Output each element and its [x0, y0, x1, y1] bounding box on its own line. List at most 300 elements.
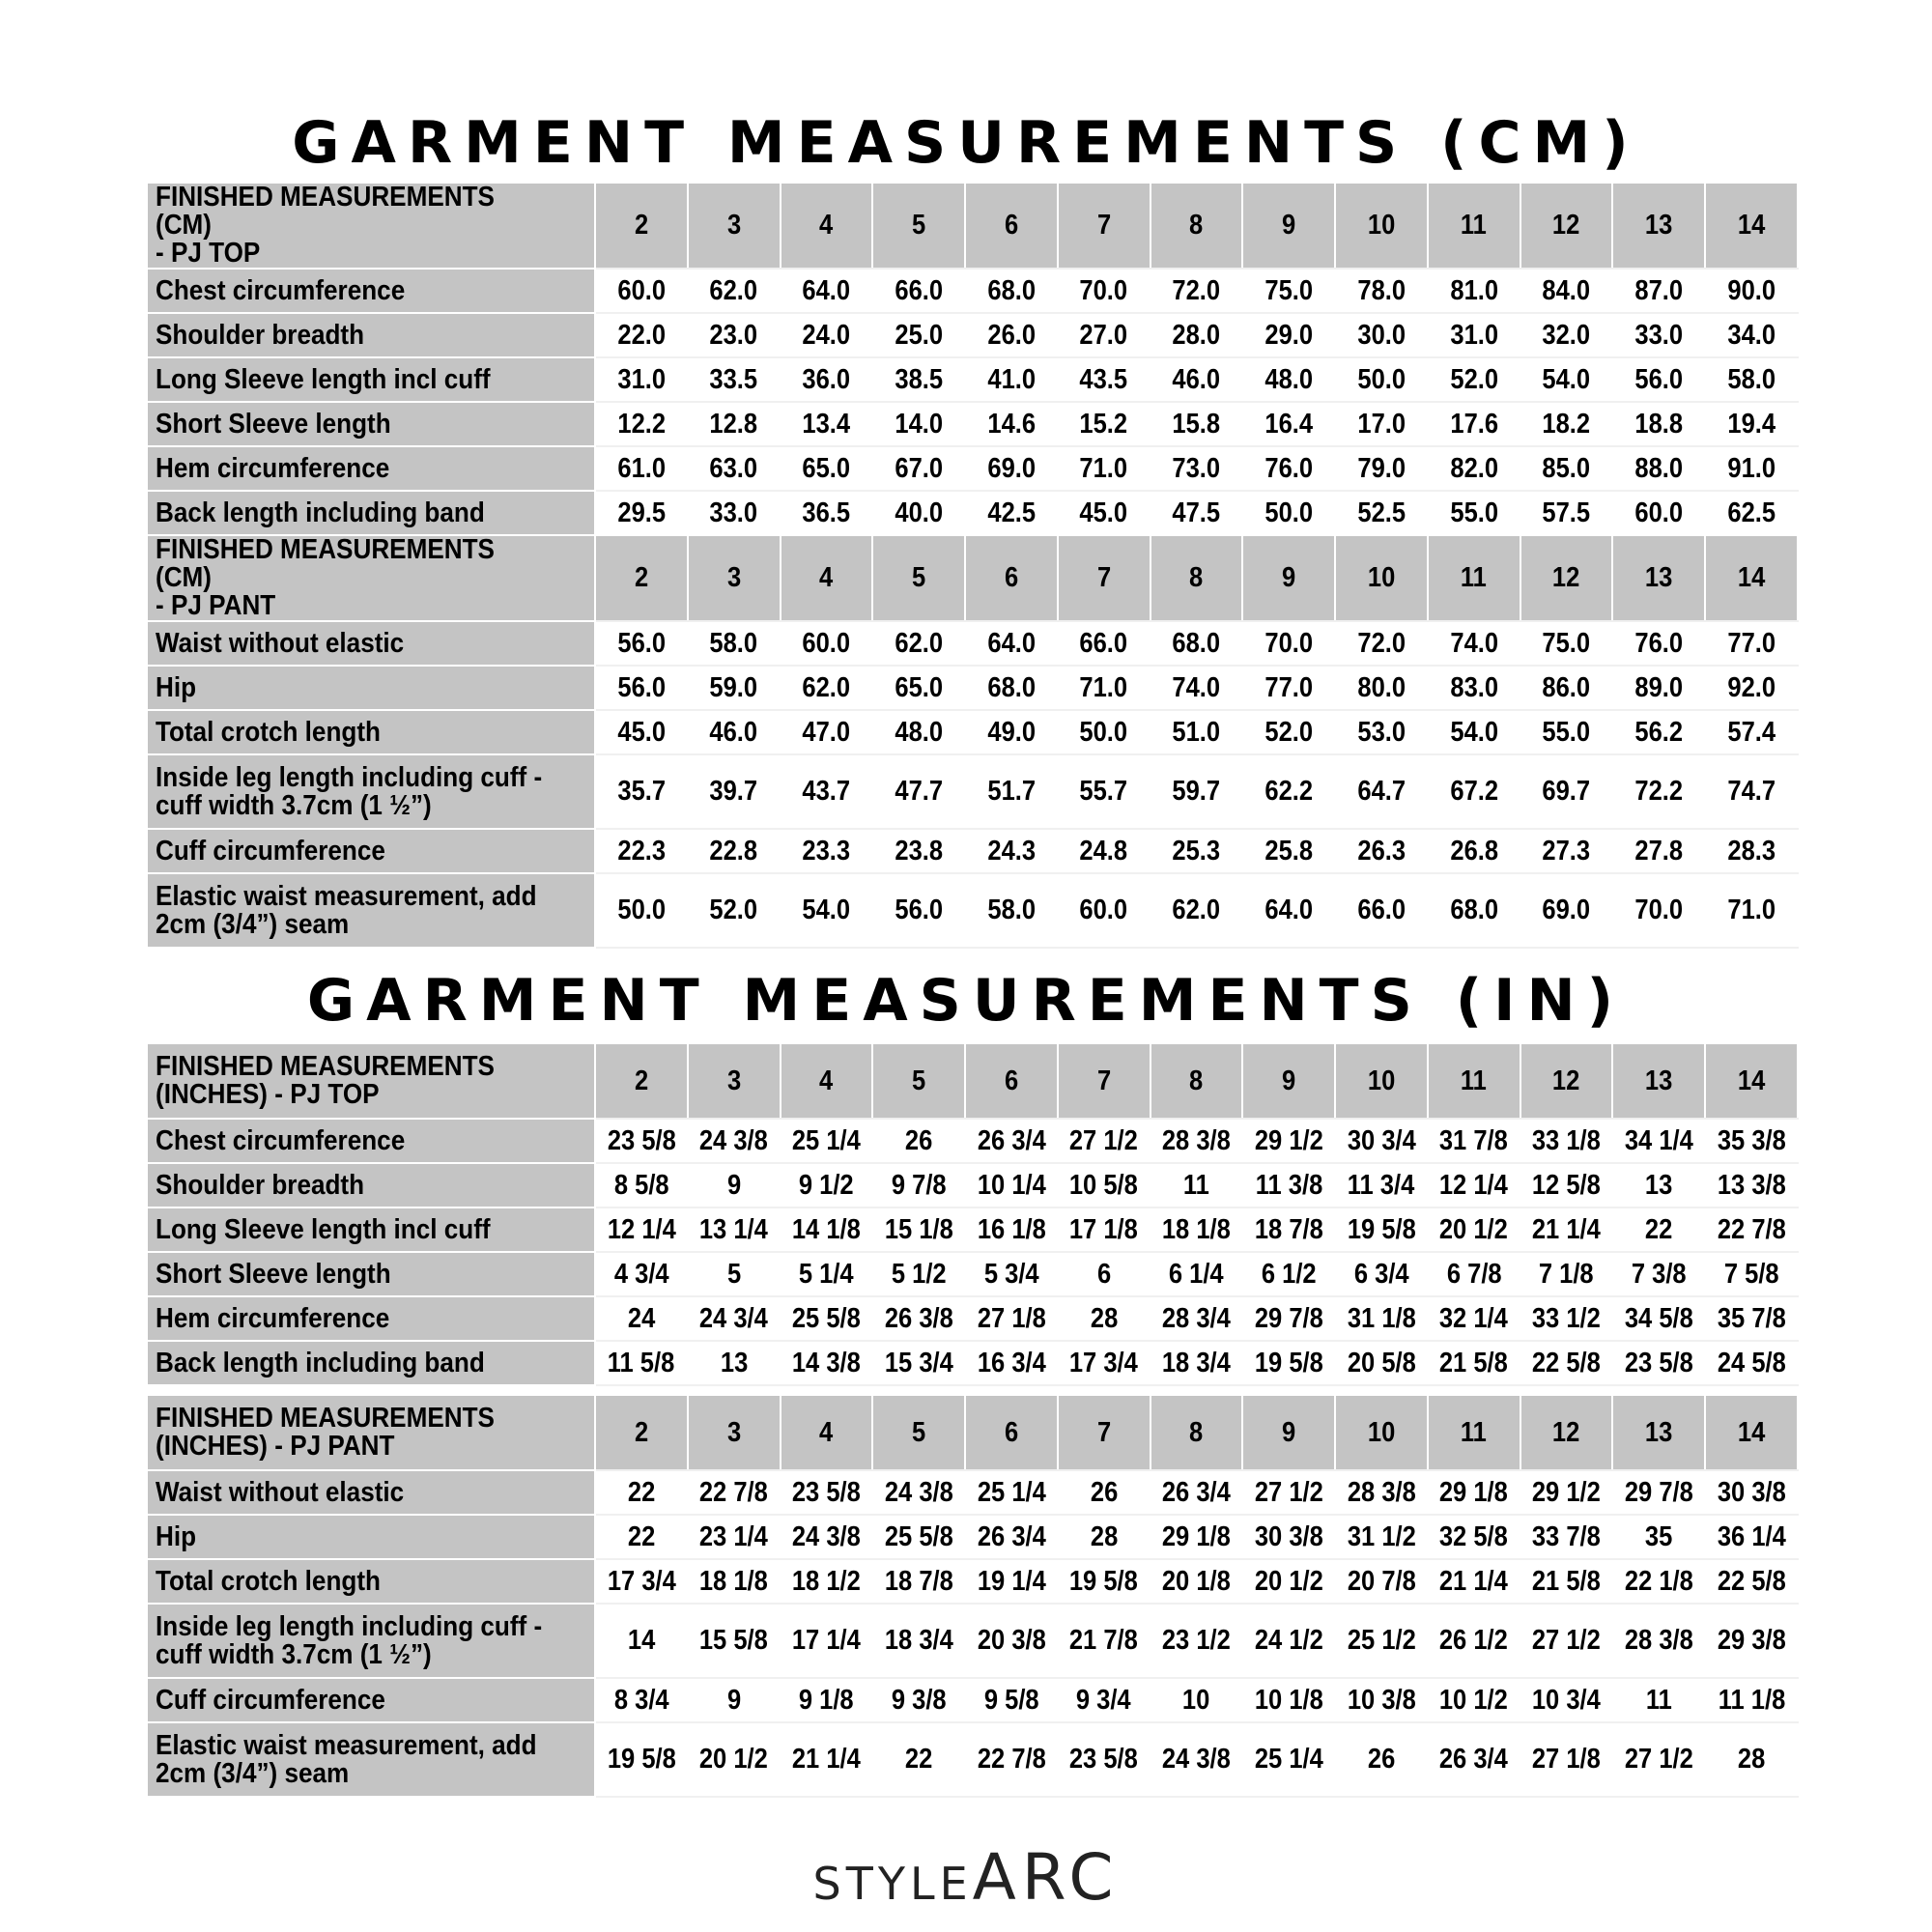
size-header-text: 12 — [1552, 562, 1580, 593]
value-text: 23.0 — [709, 319, 758, 351]
value-cell — [1520, 1119, 1613, 1163]
value-text: 36.0 — [802, 363, 851, 395]
value-text: 27 1/2 — [1532, 1625, 1602, 1656]
value-text: 26 3/4 — [1161, 1476, 1231, 1508]
value-text: 28.3 — [1727, 835, 1776, 867]
row-label — [147, 1252, 595, 1296]
value-cell — [1058, 1678, 1151, 1722]
value-cell — [1520, 1252, 1613, 1296]
size-header-cell — [688, 1395, 781, 1470]
value-text: 9 — [726, 1684, 741, 1716]
value-cell — [965, 1119, 1058, 1163]
value-cell — [1151, 402, 1243, 446]
value-cell — [872, 829, 965, 873]
value-text: 31 7/8 — [1439, 1124, 1509, 1156]
value-text: 46.0 — [1172, 363, 1221, 395]
value-text: 54.0 — [1542, 363, 1591, 395]
value-cell — [1242, 1208, 1335, 1252]
value-cell — [1520, 1296, 1613, 1341]
value-text: 29 7/8 — [1624, 1476, 1693, 1508]
value-cell — [872, 710, 965, 754]
value-text: 26 3/4 — [1439, 1744, 1509, 1775]
value-text: 39.7 — [709, 776, 758, 807]
value-text: 25 1/4 — [1254, 1744, 1323, 1775]
table-row — [147, 873, 1798, 948]
value-cell — [872, 1678, 965, 1722]
value-cell — [688, 402, 781, 446]
value-text: 89.0 — [1634, 671, 1684, 703]
value-text: 25.0 — [895, 319, 944, 351]
value-cell — [1612, 1296, 1705, 1341]
value-text: 34 5/8 — [1624, 1302, 1693, 1334]
value-text: 36.5 — [802, 497, 851, 528]
value-cell — [1151, 754, 1243, 829]
value-cell — [965, 1296, 1058, 1341]
value-cell — [1242, 402, 1335, 446]
size-header-text: 7 — [1096, 210, 1111, 241]
value-cell — [595, 402, 688, 446]
value-text: 70.0 — [1079, 274, 1128, 306]
value-text: 25 5/8 — [884, 1520, 953, 1552]
logo-arc-text: ARC — [972, 1840, 1120, 1915]
value-text: 51.0 — [1172, 716, 1221, 748]
header-label — [147, 1395, 595, 1470]
value-text: 8 3/4 — [613, 1684, 669, 1716]
value-cell — [1151, 666, 1243, 710]
value-cell — [1242, 446, 1335, 491]
value-text: 46.0 — [709, 716, 758, 748]
value-cell — [1151, 1341, 1243, 1385]
value-cell — [965, 446, 1058, 491]
value-cell — [1428, 446, 1520, 491]
value-text: 50.0 — [1079, 716, 1128, 748]
value-text: 17.0 — [1357, 408, 1406, 440]
value-cell — [1151, 710, 1243, 754]
value-cell — [781, 1208, 873, 1252]
value-cell — [1335, 269, 1428, 313]
value-text: 19.4 — [1727, 408, 1776, 440]
value-text: 11 1/8 — [1718, 1684, 1785, 1716]
row-label-line: Shoulder breadth — [156, 319, 365, 351]
size-header-text: 9 — [1282, 1065, 1296, 1096]
value-cell — [1428, 1252, 1520, 1296]
value-cell — [1612, 1252, 1705, 1296]
value-text: 26 1/2 — [1439, 1625, 1509, 1656]
row-label — [147, 1470, 595, 1515]
size-header-cell — [688, 535, 781, 621]
value-text: 59.0 — [709, 671, 758, 703]
value-text: 69.7 — [1542, 776, 1591, 807]
value-text: 19 5/8 — [1347, 1213, 1416, 1245]
value-text: 28 3/8 — [1624, 1625, 1693, 1656]
value-text: 60.0 — [1079, 895, 1128, 925]
table-row — [147, 1252, 1798, 1296]
size-header-cell — [688, 183, 781, 269]
value-text: 85.0 — [1542, 452, 1591, 484]
value-cell — [1612, 710, 1705, 754]
row-label-line: Hip — [156, 671, 197, 703]
value-cell — [1335, 666, 1428, 710]
value-text: 9 5/8 — [983, 1684, 1039, 1716]
header-label — [147, 183, 595, 269]
row-label-line: Hem circumference — [156, 1302, 390, 1334]
value-text: 35 7/8 — [1717, 1302, 1786, 1334]
value-text: 32.0 — [1542, 319, 1591, 351]
value-text: 27.0 — [1079, 319, 1128, 351]
value-cell — [1705, 666, 1798, 710]
row-label-line: Inside leg length including cuff - — [156, 1610, 543, 1642]
value-cell — [1705, 873, 1798, 948]
size-header-cell — [595, 535, 688, 621]
value-cell — [872, 1722, 965, 1797]
size-header-text: 12 — [1552, 1416, 1580, 1448]
value-text: 50.0 — [1357, 363, 1406, 395]
value-cell — [688, 1341, 781, 1385]
value-text: 20 1/8 — [1161, 1565, 1231, 1597]
value-text: 17 1/8 — [1069, 1213, 1139, 1245]
value-text: 19 1/4 — [977, 1565, 1046, 1597]
value-text: 9 1/8 — [799, 1684, 854, 1716]
value-cell — [965, 1208, 1058, 1252]
value-cell — [872, 357, 965, 402]
row-label — [147, 1678, 595, 1722]
value-cell — [781, 1470, 873, 1515]
value-cell — [1335, 1470, 1428, 1515]
value-cell — [1428, 1678, 1520, 1722]
value-text: 22 5/8 — [1532, 1347, 1602, 1378]
row-label-line: Short Sleeve length — [156, 1258, 391, 1290]
value-text: 62.0 — [802, 671, 851, 703]
value-text: 22 7/8 — [1717, 1213, 1786, 1245]
value-text: 52.0 — [709, 895, 758, 925]
value-cell — [965, 1559, 1058, 1604]
value-text: 18.2 — [1542, 408, 1591, 440]
value-cell — [1151, 829, 1243, 873]
value-cell — [1612, 446, 1705, 491]
size-header-cell — [1335, 183, 1428, 269]
row-label-line: Back length including band — [156, 1347, 485, 1378]
value-text: 68.0 — [1449, 895, 1498, 925]
value-text: 71.0 — [1079, 671, 1128, 703]
value-cell — [1242, 621, 1335, 666]
value-cell — [1612, 1678, 1705, 1722]
value-cell — [781, 1296, 873, 1341]
value-text: 17 3/4 — [1069, 1347, 1139, 1378]
value-cell — [781, 269, 873, 313]
size-header-cell — [781, 1043, 873, 1119]
value-cell — [688, 357, 781, 402]
value-text: 19 5/8 — [607, 1744, 676, 1775]
value-cell — [1058, 1559, 1151, 1604]
value-cell — [595, 1722, 688, 1797]
value-text: 74.0 — [1172, 671, 1221, 703]
value-cell — [1428, 357, 1520, 402]
table-row — [147, 1296, 1798, 1341]
value-cell — [965, 269, 1058, 313]
value-cell — [595, 829, 688, 873]
value-text: 51.7 — [987, 776, 1036, 807]
value-cell — [965, 829, 1058, 873]
table-row — [147, 1119, 1798, 1163]
value-cell — [781, 829, 873, 873]
value-text: 28 — [1737, 1744, 1766, 1775]
value-text: 14.6 — [987, 408, 1036, 440]
value-cell — [781, 357, 873, 402]
size-header-text: 5 — [912, 1065, 926, 1096]
value-text: 13 3/8 — [1717, 1169, 1786, 1201]
value-cell — [1335, 1163, 1428, 1208]
value-cell — [1612, 1208, 1705, 1252]
value-text: 6 3/4 — [1353, 1258, 1409, 1290]
value-text: 17 1/4 — [791, 1625, 861, 1656]
value-text: 32 1/4 — [1439, 1302, 1509, 1334]
value-text: 65.0 — [802, 452, 851, 484]
row-label — [147, 1119, 595, 1163]
value-cell — [1520, 1722, 1613, 1797]
value-cell — [1151, 1119, 1243, 1163]
value-cell — [595, 1296, 688, 1341]
value-text: 34 1/4 — [1624, 1124, 1693, 1156]
value-text: 35 — [1645, 1520, 1673, 1552]
value-cell — [872, 269, 965, 313]
size-header-cell — [1242, 1043, 1335, 1119]
row-label-line: Hem circumference — [156, 452, 390, 484]
value-text: 14 1/8 — [791, 1213, 861, 1245]
table-row — [147, 402, 1798, 446]
value-cell — [965, 1604, 1058, 1678]
row-label — [147, 491, 595, 535]
value-text: 28 — [1090, 1302, 1118, 1334]
value-cell — [1428, 873, 1520, 948]
value-text: 88.0 — [1634, 452, 1684, 484]
row-label — [147, 666, 595, 710]
header-row — [147, 183, 1798, 269]
value-text: 23 5/8 — [607, 1124, 676, 1156]
value-text: 29.0 — [1264, 319, 1314, 351]
value-cell — [595, 269, 688, 313]
value-cell — [1058, 313, 1151, 357]
value-cell — [1058, 446, 1151, 491]
value-text: 25 1/2 — [1347, 1625, 1416, 1656]
value-cell — [1335, 1252, 1428, 1296]
value-text: 18 7/8 — [884, 1565, 953, 1597]
value-text: 21 1/4 — [1532, 1213, 1602, 1245]
value-cell — [781, 1119, 873, 1163]
size-header-text: 8 — [1189, 562, 1204, 593]
row-label — [147, 1163, 595, 1208]
value-text: 50.0 — [1264, 497, 1314, 528]
value-text: 25.3 — [1172, 835, 1221, 867]
value-text: 27.3 — [1542, 835, 1591, 867]
header-label-line: (INCHES) - PJ TOP — [156, 1079, 380, 1110]
value-cell — [688, 1163, 781, 1208]
value-text: 22 — [1645, 1213, 1673, 1245]
value-cell — [1612, 491, 1705, 535]
value-cell — [1705, 1163, 1798, 1208]
value-cell — [965, 1722, 1058, 1797]
value-cell — [1520, 402, 1613, 446]
header-row — [147, 1395, 1798, 1470]
value-text: 90.0 — [1727, 274, 1776, 306]
value-cell — [965, 1515, 1058, 1559]
size-header-text: 13 — [1645, 210, 1673, 241]
size-header-cell — [1335, 1043, 1428, 1119]
table-row — [147, 446, 1798, 491]
value-text: 56.0 — [617, 627, 666, 659]
table-row — [147, 754, 1798, 829]
value-text: 22.3 — [617, 835, 666, 867]
size-header-text: 14 — [1737, 210, 1766, 241]
value-cell — [1612, 1119, 1705, 1163]
value-text: 23 5/8 — [1069, 1744, 1139, 1775]
size-header-cell — [1520, 535, 1613, 621]
value-cell — [1520, 446, 1613, 491]
value-text: 69.0 — [1542, 895, 1591, 925]
row-label — [147, 269, 595, 313]
value-cell — [965, 1252, 1058, 1296]
value-text: 8 5/8 — [613, 1169, 669, 1201]
size-header-text: 10 — [1367, 1065, 1396, 1096]
value-cell — [1242, 710, 1335, 754]
value-text: 33.0 — [1634, 319, 1684, 351]
value-text: 76.0 — [1264, 452, 1314, 484]
value-cell — [1242, 313, 1335, 357]
header-label-line: FINISHED MEASUREMENTS (CM) — [156, 534, 495, 593]
value-text: 86.0 — [1542, 671, 1591, 703]
value-text: 64.7 — [1357, 776, 1406, 807]
header-row — [147, 1043, 1798, 1119]
value-cell — [872, 1296, 965, 1341]
value-cell — [1151, 491, 1243, 535]
value-cell — [781, 1559, 873, 1604]
value-text: 24 5/8 — [1717, 1347, 1786, 1378]
value-cell — [1335, 873, 1428, 948]
value-cell — [688, 1252, 781, 1296]
size-header-text: 5 — [912, 562, 926, 593]
value-text: 66.0 — [895, 274, 944, 306]
value-text: 17.6 — [1449, 408, 1498, 440]
value-text: 10 3/4 — [1532, 1684, 1602, 1716]
value-cell — [872, 1252, 965, 1296]
value-text: 58.0 — [987, 895, 1036, 925]
row-label-line: Cuff circumference — [156, 835, 385, 867]
row-label-line: Waist without elastic — [156, 627, 405, 659]
value-text: 26 3/4 — [977, 1520, 1046, 1552]
table-row — [147, 1341, 1798, 1385]
value-cell — [1151, 269, 1243, 313]
value-text: 23 1/2 — [1161, 1625, 1231, 1656]
value-text: 22 — [904, 1744, 933, 1775]
value-cell — [1242, 829, 1335, 873]
value-cell — [781, 446, 873, 491]
value-text: 87.0 — [1634, 274, 1684, 306]
table-row — [147, 829, 1798, 873]
value-text: 6 7/8 — [1446, 1258, 1502, 1290]
value-text: 20 1/2 — [1254, 1565, 1323, 1597]
table-row — [147, 1208, 1798, 1252]
value-text: 68.0 — [987, 274, 1036, 306]
value-cell — [1151, 1470, 1243, 1515]
value-text: 11 5/8 — [608, 1347, 675, 1378]
row-label-line: Total crotch length — [156, 1565, 381, 1597]
value-text: 31.0 — [617, 363, 666, 395]
value-text: 62.0 — [709, 274, 758, 306]
value-cell — [965, 313, 1058, 357]
value-cell — [595, 1341, 688, 1385]
size-header-cell — [688, 1043, 781, 1119]
value-text: 6 — [1096, 1258, 1111, 1290]
value-cell — [1428, 402, 1520, 446]
table-cm-pj-pant — [146, 534, 1799, 949]
value-cell — [1520, 1678, 1613, 1722]
header-label-line: FINISHED MEASUREMENTS — [156, 1403, 495, 1434]
value-cell — [1612, 313, 1705, 357]
size-header-cell — [1242, 183, 1335, 269]
size-header-text: 14 — [1737, 1065, 1766, 1096]
value-cell — [1151, 446, 1243, 491]
value-text: 12 5/8 — [1532, 1169, 1602, 1201]
row-label — [147, 829, 595, 873]
value-text: 72.0 — [1172, 274, 1221, 306]
value-text: 20 5/8 — [1347, 1347, 1416, 1378]
value-cell — [1520, 1559, 1613, 1604]
value-cell — [965, 754, 1058, 829]
value-cell — [872, 1119, 965, 1163]
value-text: 25 1/4 — [791, 1124, 861, 1156]
value-cell — [688, 666, 781, 710]
value-text: 13 1/4 — [699, 1213, 769, 1245]
value-cell — [1520, 666, 1613, 710]
value-text: 23 1/4 — [699, 1520, 769, 1552]
value-text: 28 3/8 — [1347, 1476, 1416, 1508]
table-row — [147, 357, 1798, 402]
value-cell — [1612, 1515, 1705, 1559]
value-text: 34.0 — [1727, 319, 1776, 351]
value-text: 21 7/8 — [1069, 1625, 1139, 1656]
value-cell — [1612, 873, 1705, 948]
row-label-line: Total crotch length — [156, 716, 381, 748]
value-cell — [1242, 357, 1335, 402]
value-cell — [872, 402, 965, 446]
value-text: 12 1/4 — [1439, 1169, 1509, 1201]
table-in-pj-top — [146, 1042, 1799, 1386]
row-label-line: Elastic waist measurement, add — [156, 1729, 537, 1761]
value-cell — [1705, 1722, 1798, 1797]
value-cell — [1520, 269, 1613, 313]
size-header-text: 9 — [1282, 1416, 1296, 1448]
value-text: 60.0 — [1634, 497, 1684, 528]
value-cell — [1151, 357, 1243, 402]
value-text: 91.0 — [1727, 452, 1776, 484]
value-cell — [688, 829, 781, 873]
value-text: 66.0 — [1079, 627, 1128, 659]
value-cell — [1705, 829, 1798, 873]
size-header-text: 8 — [1189, 210, 1204, 241]
value-cell — [688, 1559, 781, 1604]
value-text: 24.3 — [987, 835, 1036, 867]
value-cell — [1335, 1678, 1428, 1722]
row-label — [147, 754, 595, 829]
size-header-text: 6 — [1004, 1065, 1019, 1096]
value-text: 62.0 — [1172, 895, 1221, 925]
value-cell — [1151, 1163, 1243, 1208]
value-text: 24 3/8 — [884, 1476, 953, 1508]
value-cell — [1058, 1119, 1151, 1163]
header-label — [147, 1043, 595, 1119]
value-text: 55.0 — [1449, 497, 1498, 528]
value-cell — [1151, 873, 1243, 948]
value-cell — [1428, 621, 1520, 666]
